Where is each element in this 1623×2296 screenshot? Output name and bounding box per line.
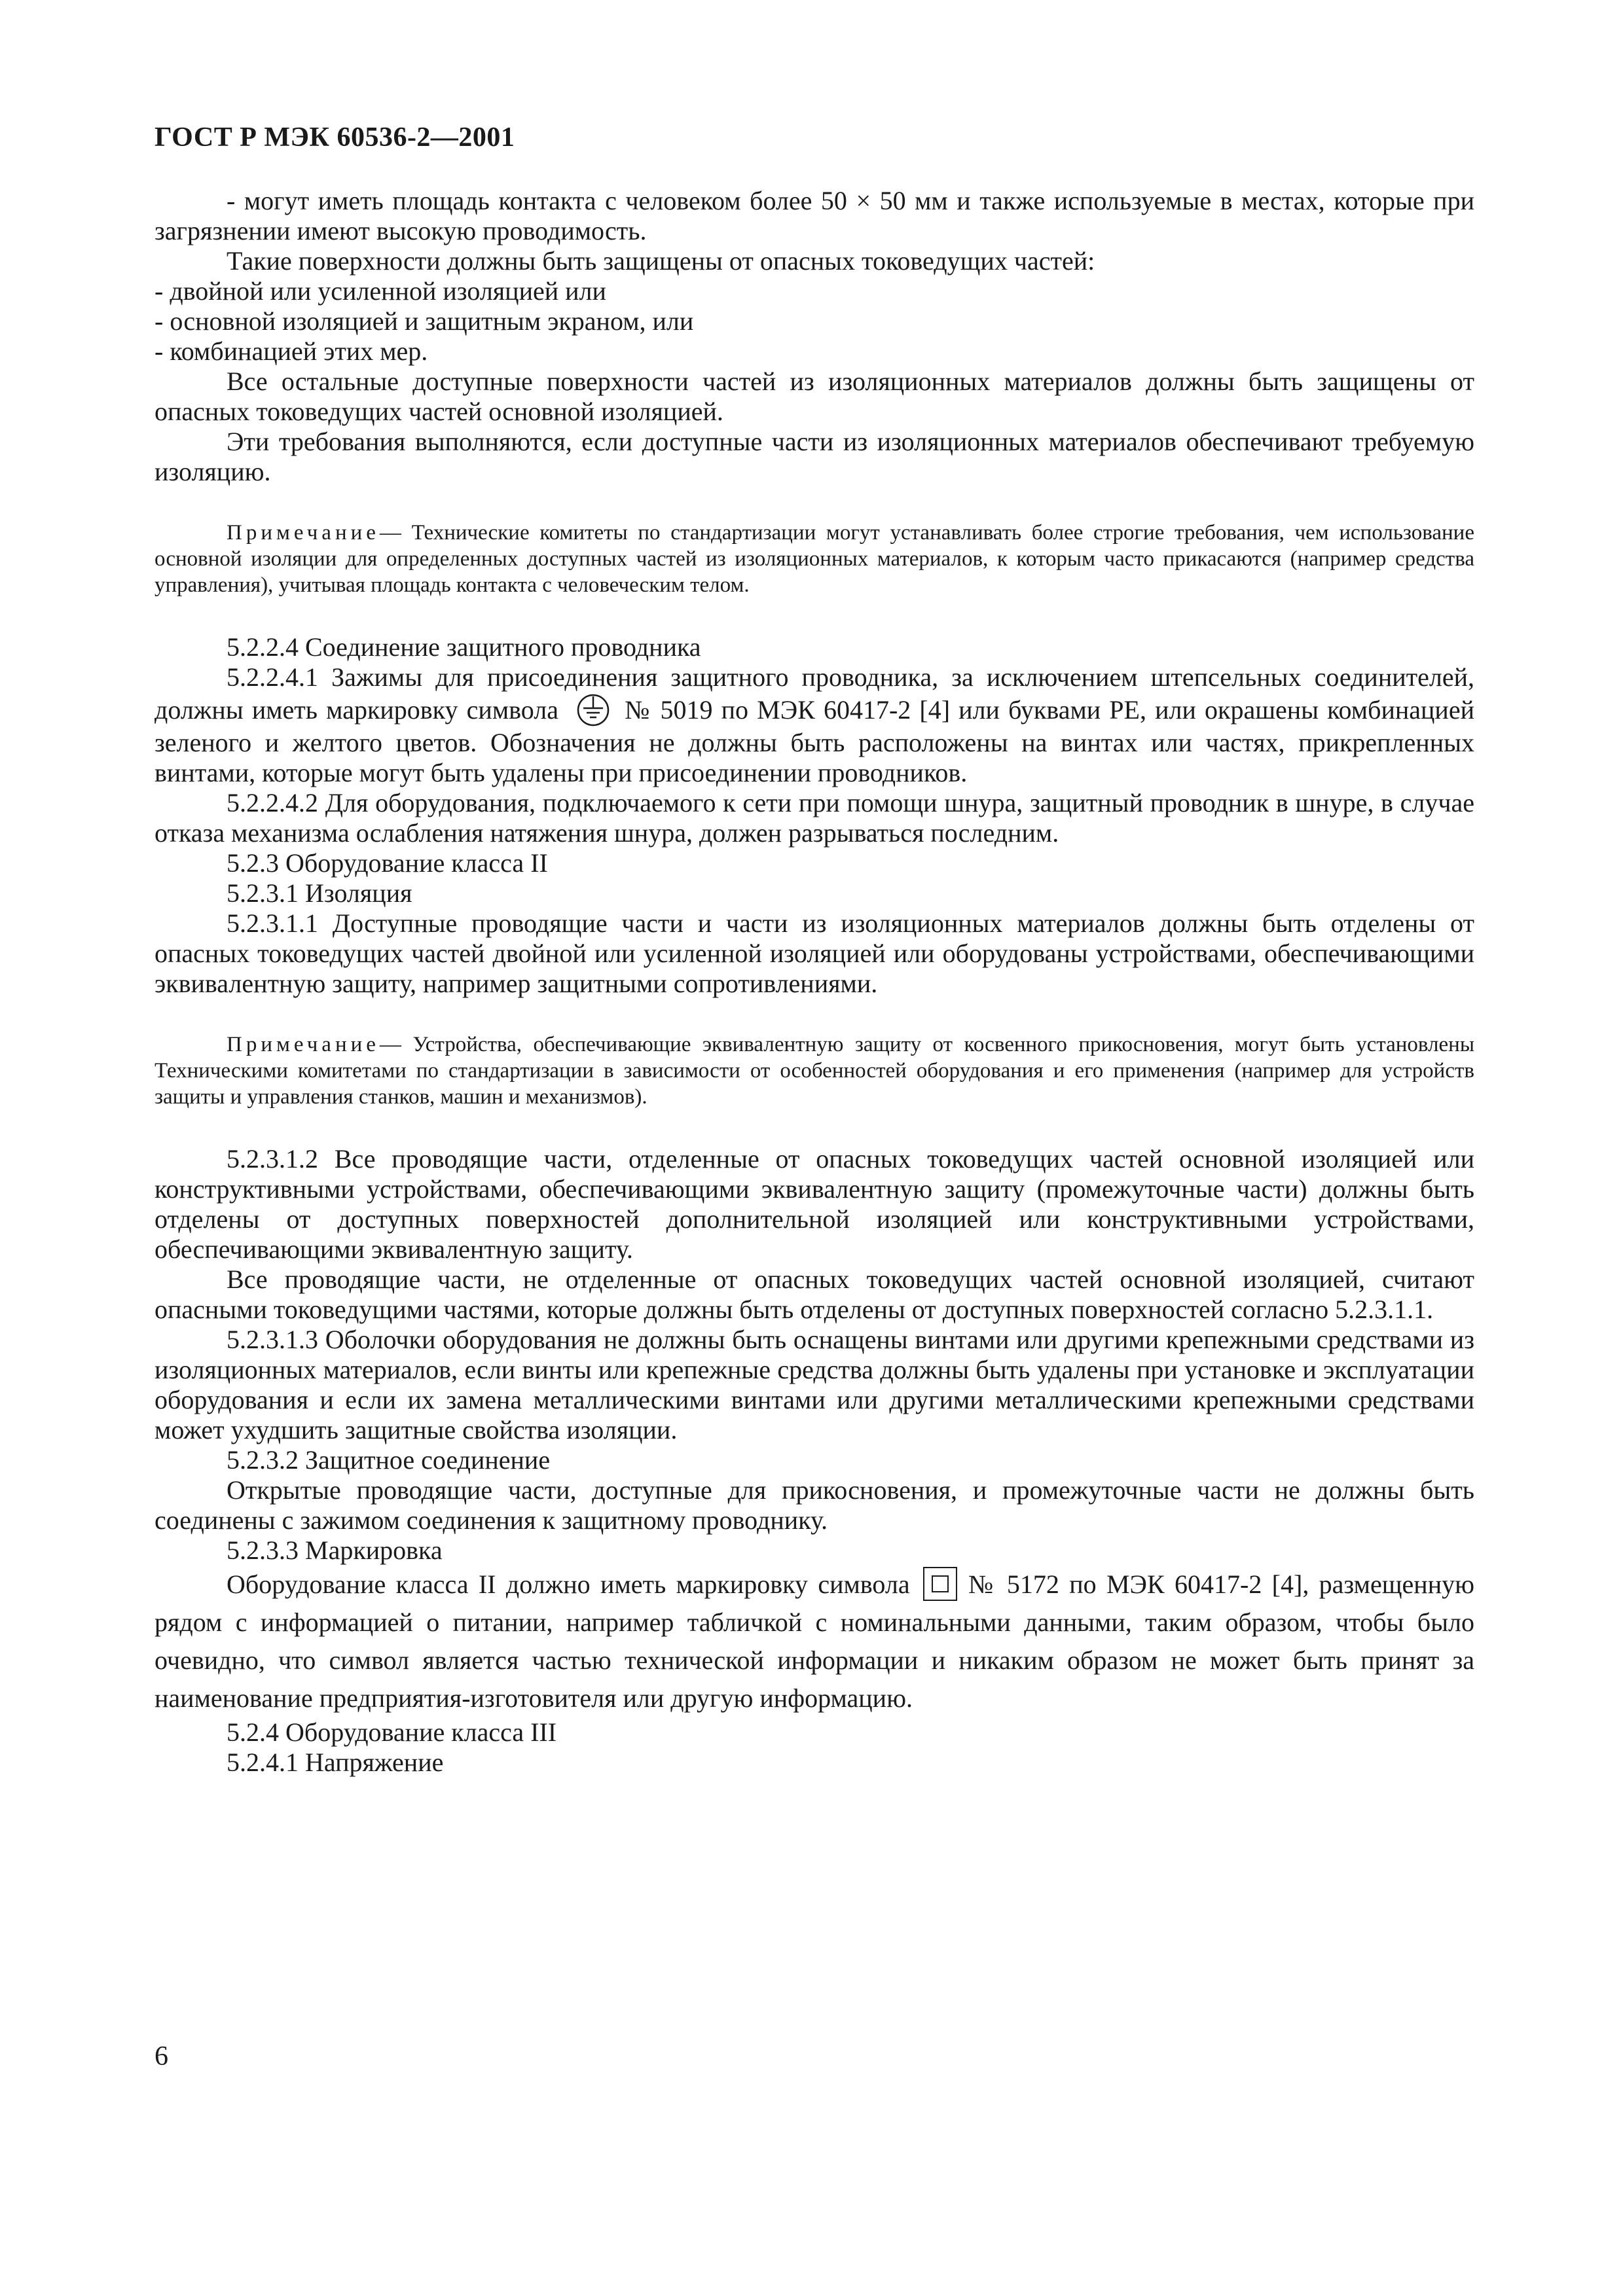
- list-item: - основной изоляцией и защитным экраном, или: [155, 306, 694, 336]
- paragraph: [155, 1566, 1474, 1717]
- paragraph-part: Оборудование класса II должно иметь маркировку символа: [227, 1570, 910, 1599]
- section-heading: 5.2.4.1 Напряжение: [227, 1748, 444, 1777]
- class-ii-symbol-inner: [932, 1575, 949, 1592]
- paragraph: Эти требования выполняются, если доступные части из изоляционных материалов обеспечивают требуемую изоляцию.: [155, 427, 1474, 486]
- earth-symbol-icon: [575, 692, 611, 728]
- note-block: [155, 520, 1474, 598]
- note-label: Примечание: [227, 521, 380, 545]
- section-heading: 5.2.3.3 Маркировка: [227, 1535, 443, 1565]
- class-ii-symbol-icon: [923, 1567, 957, 1601]
- paragraph: Все остальные доступные поверхности частей из изоляционных материалов должны быть защищены от опасных токоведущих частей основной изоляцией.: [155, 367, 1474, 426]
- list-item: - комбинацией этих мер.: [155, 336, 428, 366]
- paragraph: Все проводящие части, не отделенные от опасных токоведущих частей основной изоляцией, считают опасными токоведущими частями, которые должны быть отделены от доступных поверхностей согласно 5.2.3.1.1.: [155, 1265, 1474, 1324]
- section-heading: 5.2.2.4 Соединение защитного проводника: [227, 632, 701, 662]
- paragraph: 5.2.3.1.2 Все проводящие части, отделенные от опасных токоведущих частей основной изоляцией или конструктивными устройствами, обеспечивающими эквивалентную защиту (промежуточные части) должны быть отделены от доступных поверхностей дополнительной изоляцией или конструктивными устройствами, обеспечивающими эквивалентную защиту.: [155, 1144, 1474, 1264]
- paragraph: - могут иметь площадь контакта с человеком более 50 × 50 мм и также используемые в местах, которые при загрязнении имеют высокую проводимость.: [155, 186, 1474, 245]
- paragraph-part: 5.2.2.4.1 Зажимы для присоединения защитного проводника, за исключением штепсельных соединителей, должны иметь маркировку символа: [155, 662, 1474, 725]
- paragraph: Такие поверхности должны быть защищены от опасных токоведущих частей:: [227, 246, 1095, 276]
- note-text: — Технические комитеты по стандартизации могут устанавливать более строгие требования, чем использование основной изоляции для определенных доступных частей из изоляционных материалов, к которым часто прикасаются (например средства управления), учитывая площадь контакта с человеческим телом.: [155, 521, 1474, 597]
- note-label: Примечание: [227, 1033, 380, 1056]
- note-text: — Устройства, обеспечивающие эквивалентную защиту от косвенного прикосновения, могут быть установлены Техническими комитетами по стандартизации в зависимости от особенностей оборудования и его применения (например для устройств защиты и управления станков, машин и механизмов).: [155, 1033, 1474, 1109]
- paragraph-part: № 5172 по МЭК 60417-2 [4], размещенную рядом с информацией о питании, например табличкой с номинальными данными, таким образом, чтобы было очевидно, что символ является частью технической информации и никаким образом не может быть принят за наименование предприятия-изготовителя или другую информацию.: [155, 1570, 1474, 1713]
- paragraph: 5.2.2.4.2 Для оборудования, подключаемого к сети при помощи шнура, защитный проводник в шнуре, в случае отказа механизма ослабления натяжения шнура, должен разрываться последним.: [155, 788, 1474, 848]
- section-heading: 5.2.3 Оборудование класса II: [227, 848, 548, 878]
- section-heading: 5.2.4 Оборудование класса III: [227, 1717, 557, 1747]
- list-item: - двойной или усиленной изоляцией или: [155, 276, 606, 306]
- document-header: ГОСТ Р МЭК 60536-2—2001: [155, 122, 515, 152]
- document-body: [155, 186, 1474, 1778]
- paragraph-part: № 5019 по МЭК 60417-2 [4] или буквами PE, или окрашены комбинацией зеленого и желтого цветов. Обозначения не должны быть расположены на винтах или частях, прикрепленных винтами, которые могут быть удалены при присоединении проводников.: [155, 695, 1474, 787]
- section-heading: 5.2.3.1 Изоляция: [227, 878, 412, 908]
- paragraph: 5.2.3.1.3 Оболочки оборудования не должны быть оснащены винтами или другими крепежными средствами из изоляционных материалов, если винты или крепежные средства должны быть удалены при установке и эксплуатации оборудования и если их замена металлическими винтами или другими металлическими крепежными средствами может ухудшить защитные свойства изоляции.: [155, 1325, 1474, 1444]
- note-block: [155, 1031, 1474, 1110]
- paragraph: Открытые проводящие части, доступные для прикосновения, и промежуточные части не должны быть соединены с зажимом соединения к защитному проводнику.: [155, 1475, 1474, 1535]
- paragraph: [155, 662, 1474, 788]
- section-heading: 5.2.3.2 Защитное соединение: [227, 1445, 551, 1475]
- page-number: 6: [155, 2041, 168, 2072]
- paragraph: 5.2.3.1.1 Доступные проводящие части и части из изоляционных материалов должны быть отделены от опасных токоведущих частей двойной или усиленной изоляцией или оборудованы устройствами, обеспечивающими эквивалентную защиту, например защитными сопротивлениями.: [155, 908, 1474, 998]
